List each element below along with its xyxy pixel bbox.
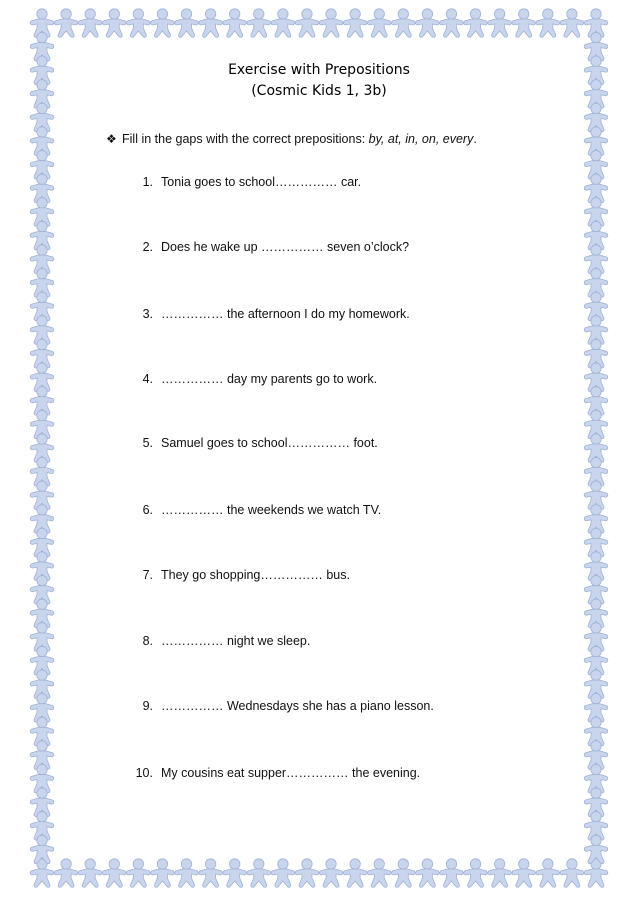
question-item [117, 307, 577, 321]
question-item [117, 175, 577, 189]
question-text: Tonia goes to school…………… car. [161, 175, 362, 189]
gingerbread-man-icon [78, 859, 102, 887]
gingerbread-man-icon [30, 859, 54, 887]
question-number: 4. [142, 372, 153, 386]
gingerbread-man-icon [560, 9, 584, 37]
question-number: 6. [142, 503, 153, 517]
question-text: My cousins eat supper…………… the evening. [161, 766, 421, 780]
gingerbread-man-icon [54, 9, 78, 37]
gingerbread-man-icon [560, 859, 584, 887]
question-item [117, 568, 577, 582]
gingerbread-man-icon [223, 9, 247, 37]
gingerbread-man-icon [199, 9, 223, 37]
gingerbread-man-icon [175, 859, 199, 887]
question-number: 1. [142, 175, 153, 189]
gingerbread-man-icon [54, 859, 78, 887]
gingerbread-man-icon [295, 9, 319, 37]
question-number: 7. [142, 568, 153, 582]
gingerbread-man-icon [488, 9, 512, 37]
gingerbread-man-icon [584, 859, 608, 887]
gingerbread-man-icon [295, 859, 319, 887]
question-text: …………… Wednesdays she has a piano lesson. [161, 699, 434, 713]
gingerbread-man-icon [102, 859, 126, 887]
gingerbread-man-icon [343, 859, 367, 887]
page-subtitle: (Cosmic Kids 1, 3b) [251, 83, 387, 99]
gingerbread-man-icon [247, 9, 271, 37]
gingerbread-man-icon [127, 9, 151, 37]
question-item [117, 634, 577, 648]
instruction-text: Fill in the gaps with the correct prepositions: [122, 132, 369, 146]
diamond-bullet-icon: ❖ [106, 132, 117, 146]
question-number: 5. [142, 436, 153, 450]
gingerbread-man-icon [392, 9, 416, 37]
gingerbread-man-icon [512, 9, 536, 37]
question-item [117, 240, 577, 254]
gingerbread-man-icon [271, 859, 295, 887]
question-item [117, 699, 577, 713]
question-text: …………… the weekends we watch TV. [161, 503, 382, 517]
gingerbread-man-icon [512, 859, 536, 887]
question-item [117, 503, 577, 517]
gingerbread-man-icon [464, 859, 488, 887]
gingerbread-man-icon [319, 859, 343, 887]
gingerbread-man-icon [392, 859, 416, 887]
question-text: They go shopping…………… bus. [161, 568, 350, 582]
question-item [117, 766, 577, 780]
gingerbread-man-icon [464, 9, 488, 37]
question-text: …………… the afternoon I do my homework. [161, 307, 410, 321]
question-item [117, 436, 577, 450]
gingerbread-man-icon [440, 9, 464, 37]
instruction-end: . [473, 132, 477, 146]
gingerbread-man-icon [247, 859, 271, 887]
gingerbread-man-icon [151, 9, 175, 37]
gingerbread-man-icon [536, 859, 560, 887]
question-number: 9. [142, 699, 153, 713]
gingerbread-man-icon [319, 9, 343, 37]
question-item [117, 372, 577, 386]
gingerbread-man-icon [367, 9, 391, 37]
gingerbread-man-icon [223, 859, 247, 887]
gingerbread-man-icon [151, 859, 175, 887]
question-text: …………… night we sleep. [161, 634, 311, 648]
gingerbread-man-icon [78, 9, 102, 37]
page-title: Exercise with Prepositions [228, 62, 410, 78]
question-number: 8. [142, 634, 153, 648]
question-text: Does he wake up …………… seven o’clock? [161, 240, 410, 254]
instruction-options: by, at, in, on, every [368, 132, 474, 146]
question-number: 10. [135, 766, 153, 780]
question-number: 3. [142, 307, 153, 321]
instruction [106, 132, 477, 146]
gingerbread-man-icon [102, 9, 126, 37]
question-text: …………… day my parents go to work. [161, 372, 378, 386]
question-text: Samuel goes to school…………… foot. [161, 436, 378, 450]
gingerbread-man-icon [175, 9, 199, 37]
gingerbread-man-icon [199, 859, 223, 887]
gingerbread-man-icon [488, 859, 512, 887]
gingerbread-man-icon [127, 859, 151, 887]
gingerbread-man-icon [416, 859, 440, 887]
gingerbread-man-icon [416, 9, 440, 37]
gingerbread-man-icon [343, 9, 367, 37]
question-number: 2. [142, 240, 153, 254]
gingerbread-man-icon [536, 9, 560, 37]
gingerbread-man-icon [440, 859, 464, 887]
gingerbread-man-icon [271, 9, 295, 37]
gingerbread-man-icon [367, 859, 391, 887]
